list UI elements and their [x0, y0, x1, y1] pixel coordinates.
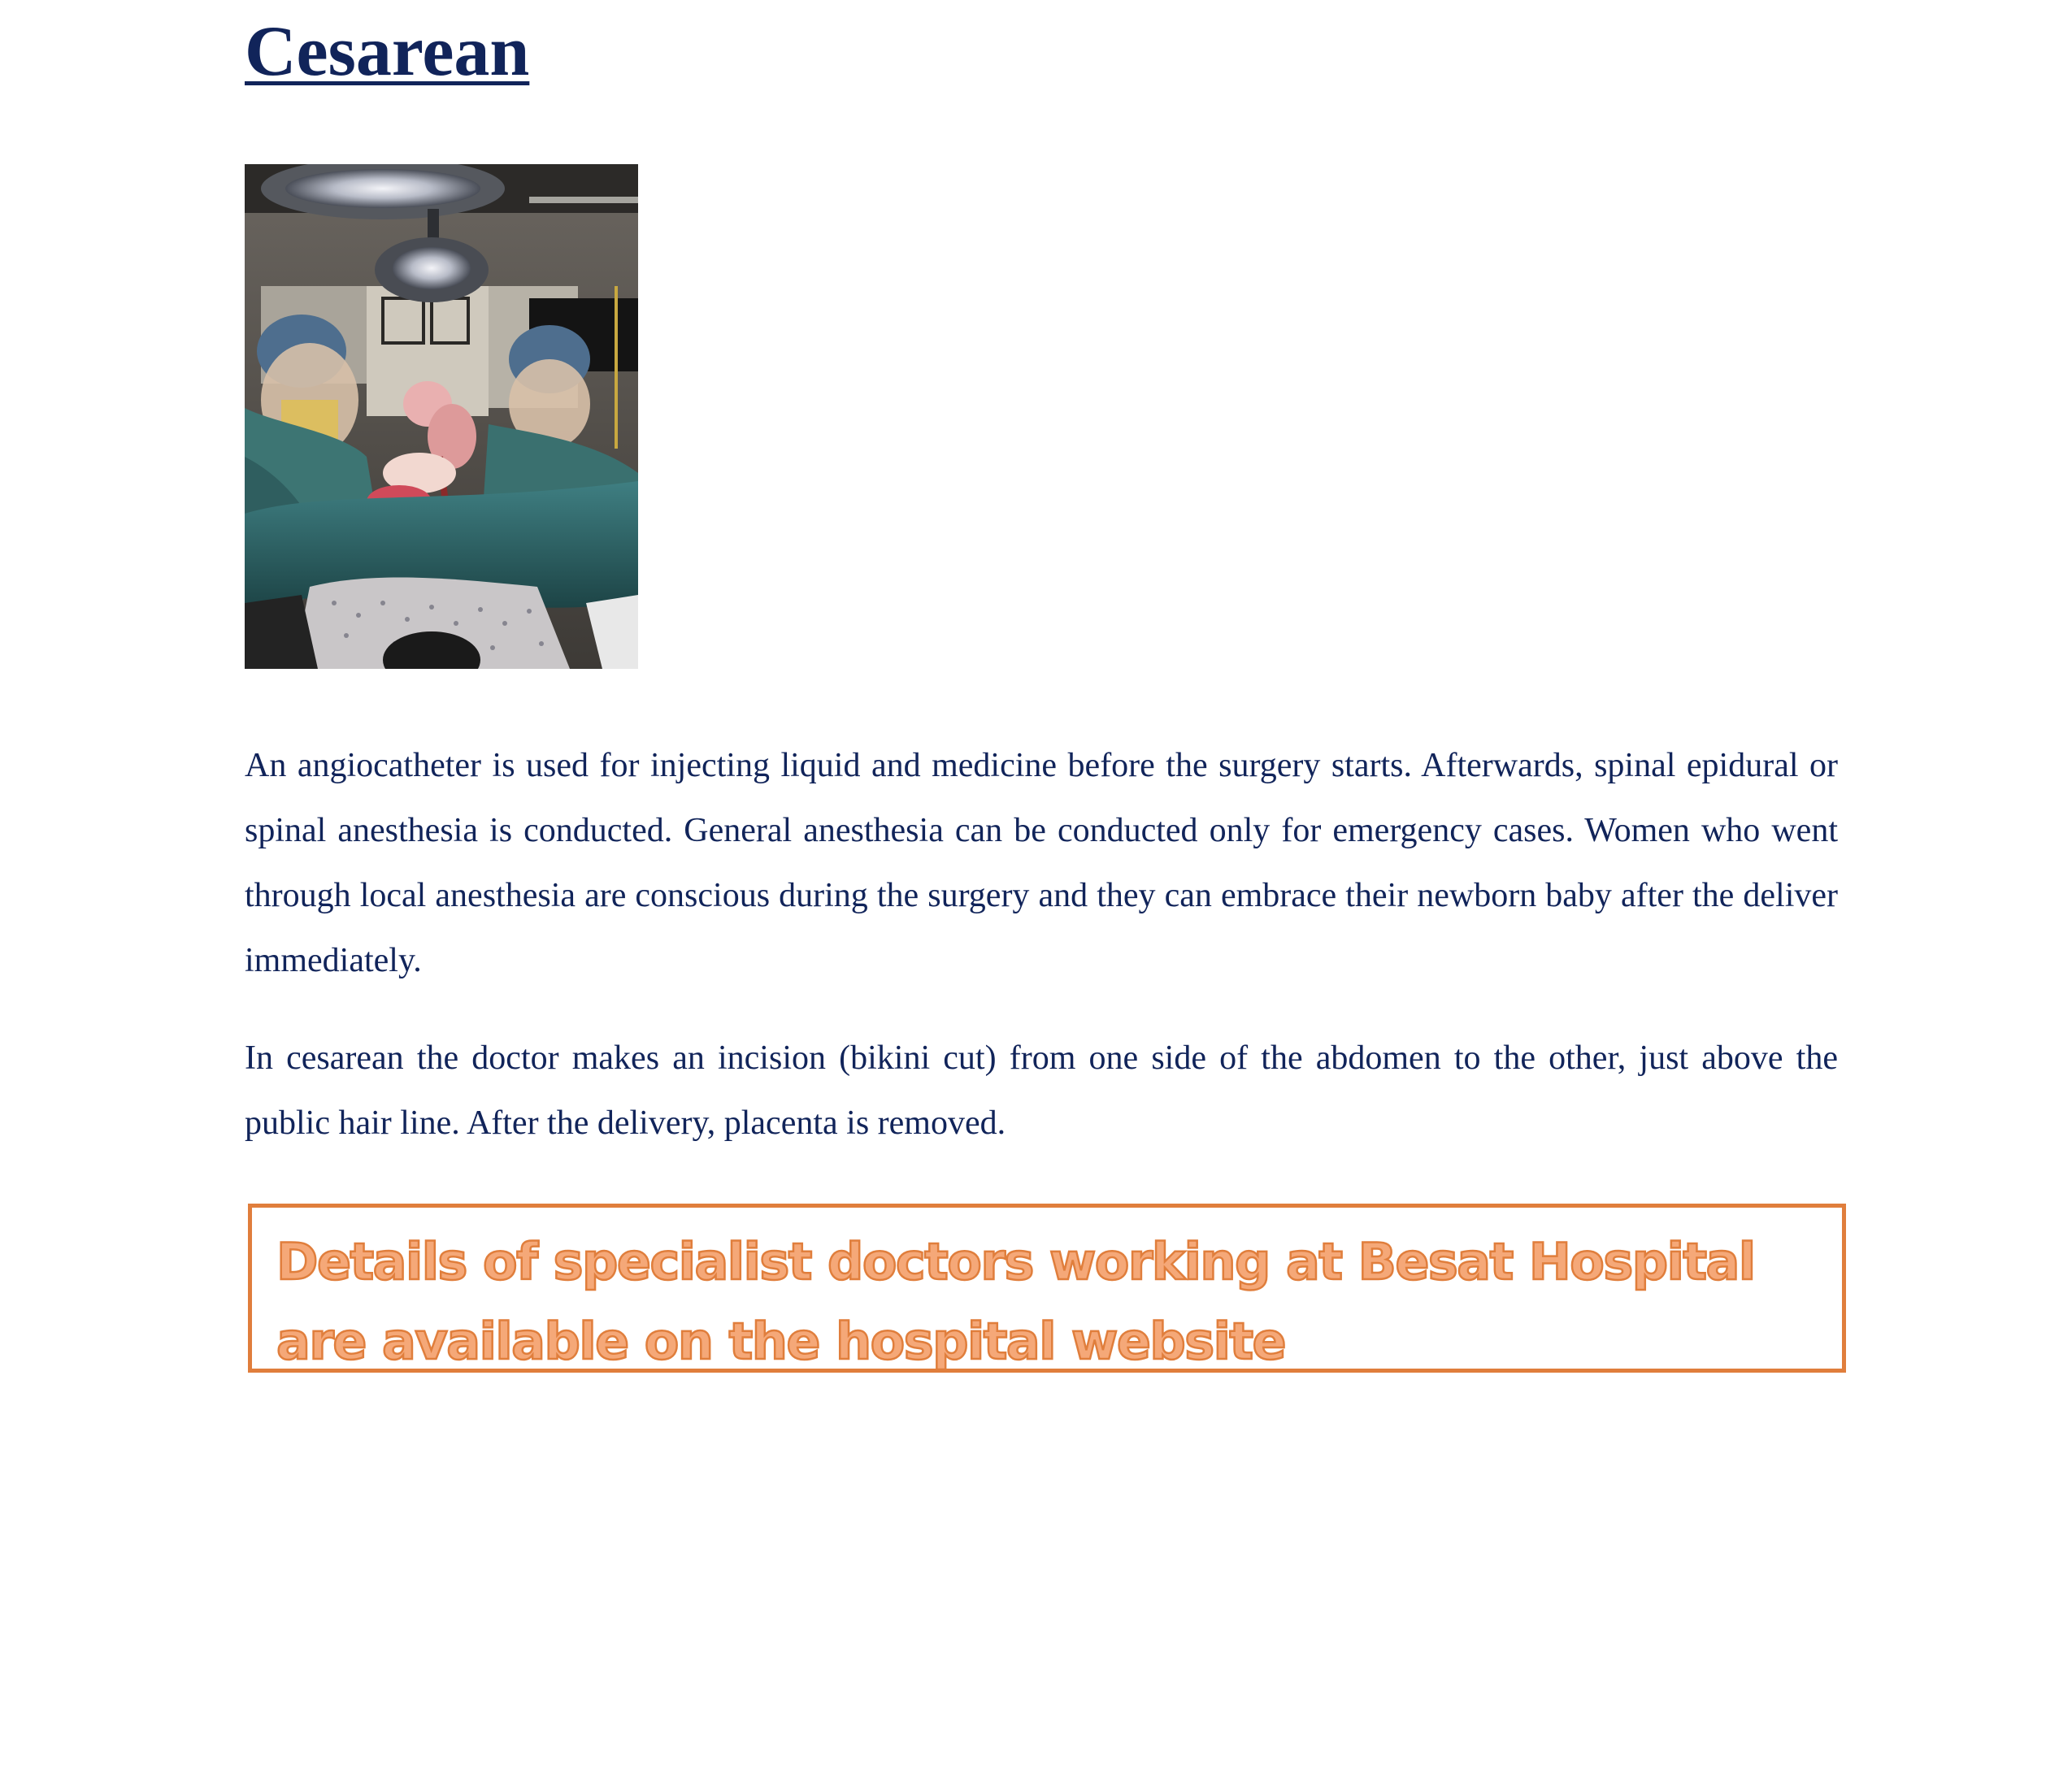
paragraph-anesthesia: An angiocatheter is used for injecting liquid and medicine before the surgery starts. Afterwards, spinal epidural or spinal anesthesia is conducted. General anesthesia can be conducted only for emergency cases. Women who went through local anesthesia are conscious during the surgery and they can embrace their newborn baby after the deliver immediately. — [245, 747, 1838, 979]
cesarean-surgery-photo — [245, 164, 638, 669]
notice-box — [248, 1204, 1846, 1373]
page-title: Cesarean — [245, 12, 530, 91]
notice-text: Details of specialist doctors working at Besat Hospital are available on the hospital website — [276, 1232, 1755, 1371]
paragraph-incision: In cesarean the doctor makes an incision (bikini cut) from one side of the abdomen to the other, just above the public hair line. After the delivery, placenta is removed. — [245, 1039, 1838, 1142]
